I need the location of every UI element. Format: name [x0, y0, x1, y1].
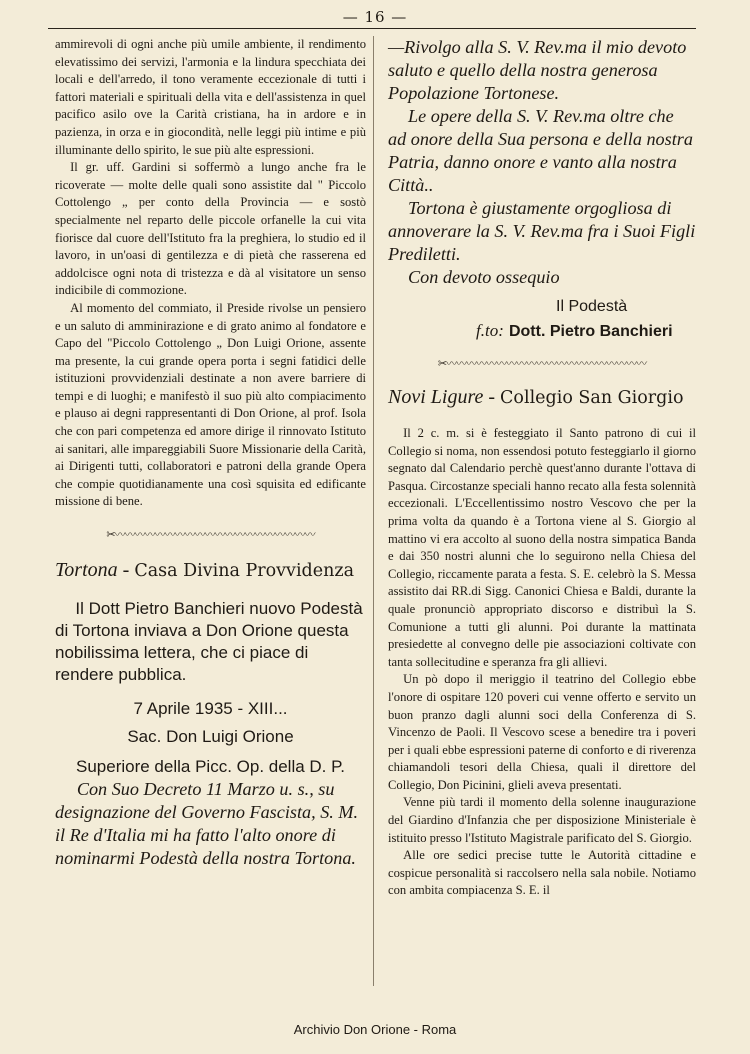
letter-closing: Con devoto ossequio [408, 267, 560, 287]
header-rule [48, 28, 696, 29]
article-paragraph: Il gr. uff. Gardini si soffermò a lungo anche fra le ricoverate — molte delle quali sono assistite dal " Piccolo Cottolengo „ per conto della Provincia — e sostò specialmente nel reparto delle piccole orfanelle la cui vita fiorisce dal cuore dell'Istituto fra la preghiera, lo studio ed il lavoro, in un'oasi di gentilezza e di pietà che rasserena ed addolcisce ogni nota di tristezza e dà al visitatore un senso indicibile di commozione. [55, 160, 366, 298]
heading-place: Novi Ligure [388, 386, 484, 408]
archive-footer: Archivio Don Orione - Roma [293, 1022, 457, 1037]
article-paragraph: Alle ore sedici precise tutte le Autorità cittadine e cospicue personalità si raccolsero nella sala nobile. Notiamo con ambita compiacenza S. E. il [388, 848, 696, 898]
section-heading-tortona [55, 557, 366, 584]
article-paragraph: Al momento del commiato, il Preside rivolse un pensiero e un saluto di amminirazione e di grato animo al fondatore e Capo del "Piccolo Cottolengo „ Don Luigi Orione, assente ma presente, la cui grande opera porta i segni fatidici delle istituzioni provvidenziali destinate a non avere barriere di tempi e di luoghi; e manifestò il suo più alto compiacimento e plauso ai degni rappresentanti di Don Orione, al prof. Isola che con pari competenza ed amore dirige il rinnovato Istituto ai sanitari, alle impareggiabili Suore Missionarie della Carità, ai Dirigenti tutti, collaboratori e patroni della grande Opera che compie quotidianamente una così squisita ed edificante missione di bene. [55, 300, 366, 509]
letter-intro-block [55, 598, 366, 778]
article-paragraph: Venne più tardi il momento della solenne inaugurazione del Giardino d'Infanzia che per disposizione Ministeriale è istituito presso l'Istituto Magistrale parificato del S. Giorgio. [388, 795, 696, 845]
heading-separator: - [122, 559, 130, 582]
signature-line [388, 319, 696, 344]
left-article-body [55, 36, 366, 511]
right-column [388, 36, 696, 900]
signature-title: Il Podestà [556, 298, 628, 315]
heading-institution: Casa Divina Provvidenza [134, 561, 355, 582]
letter-paragraph: —Rivolgo alla S. V. Rev.ma il mio devoto saluto e quello della nostra generosa Popolazione Tortonese. [388, 37, 687, 103]
heading-place: Tortona [55, 559, 118, 582]
section-intro: Il Dott Pietro Banchieri nuovo Podestà di Tortona inviava a Don Orione questa nobilissima lettera, che ci piace di rendere pubblica. [55, 599, 363, 685]
page-number: — 16 — [342, 8, 408, 26]
right-article-body [388, 425, 696, 900]
letter-addressee: Sac. Don Luigi Orione [127, 727, 294, 747]
letter-paragraph: Le opere della S. V. Rev.ma oltre che ad onore della Sua persona e della nostra Patria, danno onore e vanto alla nostra Città.. [388, 106, 693, 195]
signature-prefix: f.to: [476, 321, 504, 340]
heading-separator: - [488, 386, 496, 408]
ornament-divider: ✂〰〰〰〰〰〰〰〰〰〰〰〰〰〰〰〰〰〰〰〰 [106, 529, 315, 542]
section-heading-novi [388, 384, 696, 411]
column-divider [373, 36, 374, 986]
letter-addressee-title: Superiore della Picc. Op. della D. P. [76, 757, 345, 777]
letter-body [55, 778, 366, 870]
letter-paragraph: Con Suo Decreto 11 Marzo u. s., su designazione del Governo Fascista, S. M. il Re d'Italia mi ha fatto l'alto onore di nominarmi Podestà della nostra Tortona. [55, 779, 359, 869]
article-paragraph: Un pò dopo il meriggio il teatrino del Collegio ebbe l'onore di ospitare 120 poveri cui venne offerto e servito un buon pranzo dagli alunni soci della Conferenza di S. Vincenzo de Paoli. Il Vescovo scese a benedire tra i poveri per i quali ebbe espressioni paterne di conforto e di riverenza chiamandoli tesori della Chiesa, quali il direttore del Collegio, Don Picinini, glieli aveva presentati. [388, 672, 696, 792]
heading-institution: Collegio San Giorgio [500, 388, 684, 408]
letter-continuation [388, 36, 696, 289]
left-column [55, 36, 366, 870]
signature-name: Dott. Pietro Banchieri [508, 323, 673, 340]
letter-date: 7 Aprile 1935 - XIII... [133, 699, 288, 719]
letter-paragraph: Tortona è giustamente orgogliosa di annoverare la S. V. Rev.ma fra i Suoi Figli Prediletti. [388, 198, 696, 264]
article-paragraph: ammirevoli di ogni anche più umile ambiente, il rendimento elevatissimo dei servizi, l'armonia e la lindura specchiata dei locali e dell'arredo, il tono veramente eccezionale di tutti i fattori materiali e spirituali della vita e dell'assistenza in quel pacifico asilo ove la Carità cristiana, ha in ardore e in pazienza, in orza e in giocondità, nelle leggi più intime e più illuminante dello spirito, le sue più alte espressioni. [55, 37, 366, 157]
article-paragraph: Il 2 c. m. si è festeggiato il Santo patrono di cui il Collegio si noma, non essendosi potuto festeggiarlo il giorno segnato dal Calendario perchè quest'anno durante l'ottava di Pasqua. Circostanze speciali hanno recato alla festa solennità eccezionali. L'Eccellentissimo nostro Vescovo che per la prima volta da quando è a Tortona viene al S. Giorgio al mattino vi era accolto al suono della nostra simpatica Banda e dai 350 nostri alunni che lo seguirono nella Chiesa del Collegio, riccamente parata a festa. S. E. celebrò la S. Messa assistito dai RR.di Sigg. Canonici Chiesa e Baldi, durante la quale pronunciò appropriato discorso e distribuì la S. Comunione a tutti gli alunni. Poi durante la mattinata presiedette al convegno delle pie associazioni coltivate con tanta sollecitudine e speranza fra gli allievi. [388, 426, 696, 669]
ornament-divider: ✂〰〰〰〰〰〰〰〰〰〰〰〰〰〰〰〰〰〰〰〰 [437, 358, 647, 370]
